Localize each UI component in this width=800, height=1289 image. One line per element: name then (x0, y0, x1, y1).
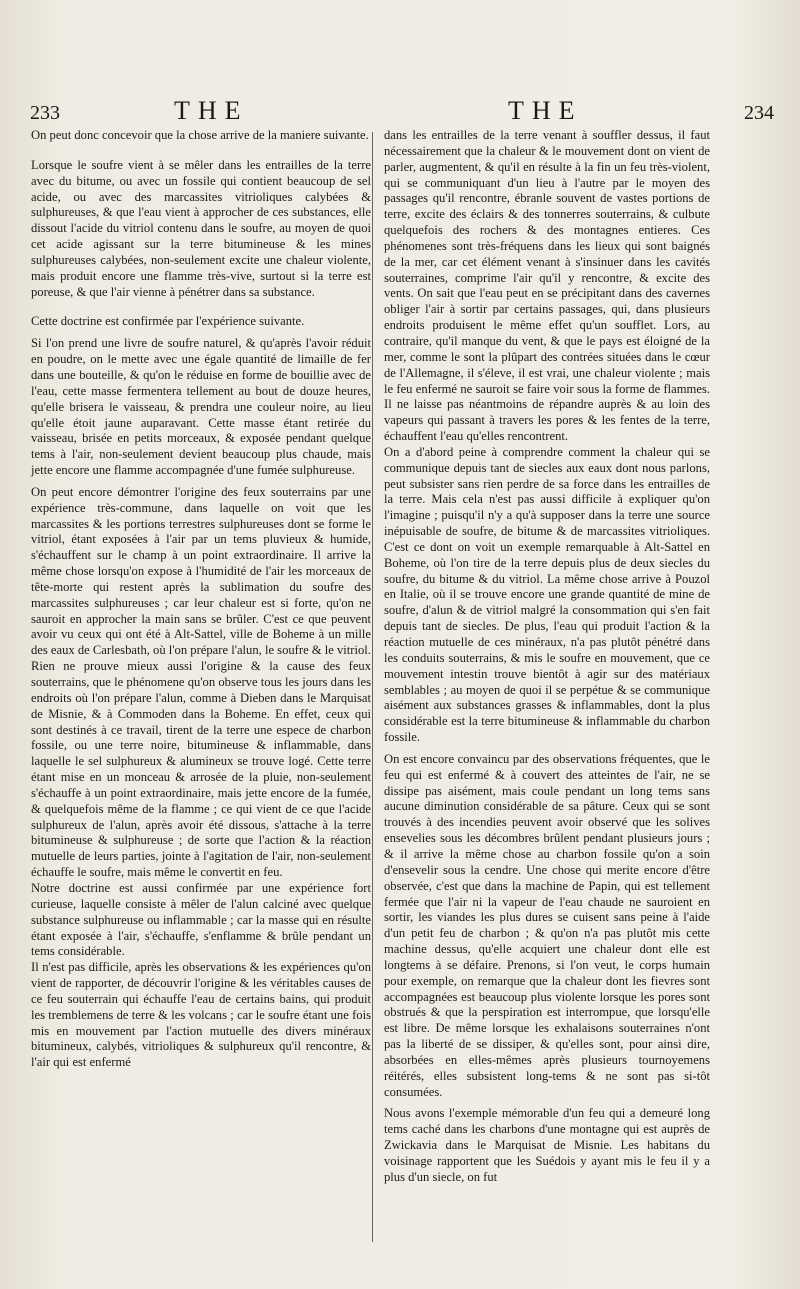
left-running-title: THE (174, 96, 249, 125)
column-divider (372, 132, 373, 1242)
right-running-title: THE (508, 96, 583, 125)
paragraph: dans les entrailles de la terre venant à souffler dessus, il faut nécessairement que la chaleur & le mouvement dont on vient de parler, augmentent, & qu'il en résulte à la fin un feu très-violent, qui se communiquant d'un lieu à l'autre par le moyen des passages qu'il rencontre, ébranle souvent de vastes portions de terre, excite des éclairs & des tonnerres souterrains, & culbute quelquefois des rochers & des montagnes entieres. Ces phénomenes sont très-fréquens dans les lieux qui sont baignés de la mer, car cet élément venant à s'insinuer dans les cavités souterraines, comprime l'air qu'il y rencontre, & excite des vents. On sait que l'eau peut en se précipitant dans des cavernes obliger l'air à sortir par certains passages, qui, dans plusieurs endroits produisent le même effet qu'un soufflet. Lors, au contraire, qu'il manque du vent, & que le pays est éloigné de la mer, comme le sont la plûpart des contrées situées dans le cœur de l'Allemagne, il s'éleve, il est vrai, une chaleur violente ; mais le feu enfermé ne sauroit se faire voir sous la forme de flammes. Il ne laisse pas néantmoins de répandre auprès & au loin des vapeurs qui passant à travers les pores & les fentes de la terre, échauffent l'eau qu'elles rencontrent. (384, 128, 710, 444)
running-header (28, 92, 780, 128)
paragraph: Si l'on prend une livre de soufre naturel, & qu'après l'avoir réduit en poudre, on le mette avec une égale quantité de limaille de fer dans une bouteille, & qu'on le réduise en forme de bouillie avec de l'eau, cette masse fermentera tellement au bout de douze heures, qu'elle brisera le vaisseau, & prendra une couleur noire, au lieu qu'elle étoit jaune auparavant. Cette masse étant retirée du vaisseau, brisée en petits morceaux, & exposée pendant quelque tems à l'air, non-seulement devient beaucoup plus chaude, mais jette encore une flamme accompagnée d'une fumée sulphureuse. (31, 336, 371, 478)
paragraph: On a d'abord peine à comprendre comment la chaleur qui se communique depuis tant de siecles aux eaux dont nous parlons, peut subsister sans rien perdre de sa force dans les entrailles de la terre. Mais cela n'est pas aussi difficile à expliquer qu'on l'imagine ; puisqu'il n'y a qu'à supposer dans la terre une source inépuisable de soufre, de bitume & de marcassites vitrioliques. C'est ce dont on voit un exemple remarquable à Alt-Sattel en Boheme, où l'on tire de la terre depuis plus de deux siecles du soufre, du bitume & du vitriol. La même chose arrive à Pouzol en Italie, où il se trouve encore une grande quantité de mine de soufre, d'alun & de vitriol malgré la consommation qui s'en fait depuis tant de siecles. De plus, l'eau qui produit l'action & la réaction mutuelle de ces minéraux, n'a pas plutôt pénétré dans les conduits souterrains, & mis le soufre en mouvement, que ce mouvement intestin trouve bientôt à agir sur des matériaux semblables ; au moyen de quoi il se perpétue & se communique aisément aux substances grasses & inflammables, dont la plus considérable est la terre bitumineuse & inflammable du charbon fossile. (384, 444, 710, 745)
left-page-number: 233 (30, 102, 60, 124)
paragraph: Cette doctrine est confirmée par l'expérience suivante. (31, 314, 305, 329)
paragraph: Nous avons l'exemple mémorable d'un feu qui a demeuré long tems caché dans les charbons d'une montagne qui est auprès de Zwickavia dans le Marquisat de Misnie. Les habitans du voisinage rapportent que les Suédois y ayant mis le feu il y a plus d'un siecle, on fut (384, 1106, 710, 1184)
paragraph: Notre doctrine est aussi confirmée par une expérience fort curieuse, laquelle consiste à mêler de l'alun calciné avec quelque substance sulphureuse ou inflammable ; car la masse qui en résulte étant exposée à l'air, s'échauffe, s'enflamme & brûle pendant un tems considérable. (31, 880, 371, 959)
paragraph: On peut encore démontrer l'origine des feux souterrains par une expérience très-commune, dans laquelle on voit que les marcassites & les portions terrestres sulphureuses dont se forme le vitriol, étant exposées à l'air par un tems pluvieux & humide, s'échauffent sur le champ à un point extraordinaire. Il arrive la même chose lorsqu'on expose à l'humidité de l'air les morceaux de tête-morte qui restent après la sublimation du soufre des marcassites sulphureuses ; car leur chaleur est si forte, qu'on ne sauroit en approcher la main sans se brûler. C'est ce que peuvent avoir vu ceux qui ont été à Alt-Sattel, ville de Boheme à un mille des eaux de Carlesbath, où l'on prépare l'alun, le soufre & le vitriol. (31, 484, 371, 658)
right-page-number: 234 (744, 102, 774, 124)
paragraph: On peut donc concevoir que la chose arrive de la maniere suivante. (31, 128, 369, 142)
paragraph: Lorsque le soufre vient à se mêler dans les entrailles de la terre avec du bitume, ou avec un fossile qui contient beaucoup de sel acide, ou avec des marcassites vitrioliques calybées & sulphureuses, & que l'eau vient à approcher de ces substances, elle dissout l'acide du vitriol contenu dans le soufre, au moyen de quoi cet acide agissant sur la terre bitumineuse & les mines sulphureuses calybées, non-seulement excite une chaleur violente, mais produit encore une flamme très-vive, surtout si la terre est poreuse, & que l'air vienne à pénétrer dans sa substance. (31, 157, 371, 299)
paragraph: Rien ne prouve mieux aussi l'origine & la cause des feux souterrains, que le phénomene qu'on observe tous les jours dans les endroits où l'on prépare l'alun, comme à Dieben dans le Marquisat de Misnie, & à Commoden dans la Boheme. En effet, ceux qui sont destinés à ce travail, tirent de la terre une espece de charbon fossile, ou une terre noire, bitumineuse & inflammable, dans laquelle le sel sulphureux & alumineux se trouve logé. Cette terre étant mise en un monceau & arrosée de la pluie, non-seulement s'échauffe à un point extraordinaire, mais jette encore de la fumée, & quelquefois même de la flamme ; ce qui vient de ce que l'acide sulphureux de l'alun, après avoir été dissous, s'attache à la terre bitumineuse & sulphureuse ; de sorte que l'action & la réaction mutuelle de leurs parties, jointe à l'agitation de l'air, non-seulement échauffe le soufre, mais même le convertit en feu. (31, 659, 371, 880)
paragraph: On est encore convaincu par des observations fréquentes, que le feu qui est enfermé & à couvert des atteintes de l'air, ne se dissipe pas aisément, mais coule pendant un long tems sans aucune diminution considérable de sa pâture. Ceux qui se sont trouvés à des incendies peuvent avoir observé que les solives ensevelies sous les décombres brûlent pendant plusieurs jours ; & il arrive la même chose au charbon fossile qu'on a soin d'ensevelir sous la cendre. Une chose qui merite encore d'être observée, c'est que dans la machine de Papin, qui est tellement fermée que l'air ni la vapeur de l'eau chaude ne sauroient en sortir, les viandes les plus dures se cuisent sans peine à l'aide d'un petit feu de charbon ; & qu'on n'a pas plutôt mis cette machine dessus, qu'elle acquiert une chaleur dont elle est longtems à se défaire. Prenons, si l'on veut, le corps humain pour exemple, on remarque que la chaleur dont les fievres sont accompagnées est beaucoup plus violente lorsque les pores sont obstrués & que la perspiration est interrompue, que lorsqu'elle est libre. De même lorsque les exhalaisons souterraines n'ont pas la liberté de se dissiper, & qu'elles sont, pour ainsi dire, absorbées en elles-mêmes après plusieurs tournoyemens réitérés, elles subsistent long-tems & ne sont pas si-tôt consumées. (384, 751, 710, 1099)
left-text-column (31, 128, 371, 1071)
right-text-column (384, 128, 710, 1186)
paragraph: Il n'est pas difficile, après les observations & les expériences qu'on vient de rapporter, de découvrir l'origine & les véritables causes de ce feu souterrain qui échauffe l'eau de certains bains, qui produit les tremblemens de terre & les volcans ; car le soufre étant une fois mis en mouvement par l'action mutuelle des divers minéraux bitumineux, calybés, vitrioliques & sulphureux qu'il rencontre, & l'air qui est enfermé (31, 960, 371, 1070)
